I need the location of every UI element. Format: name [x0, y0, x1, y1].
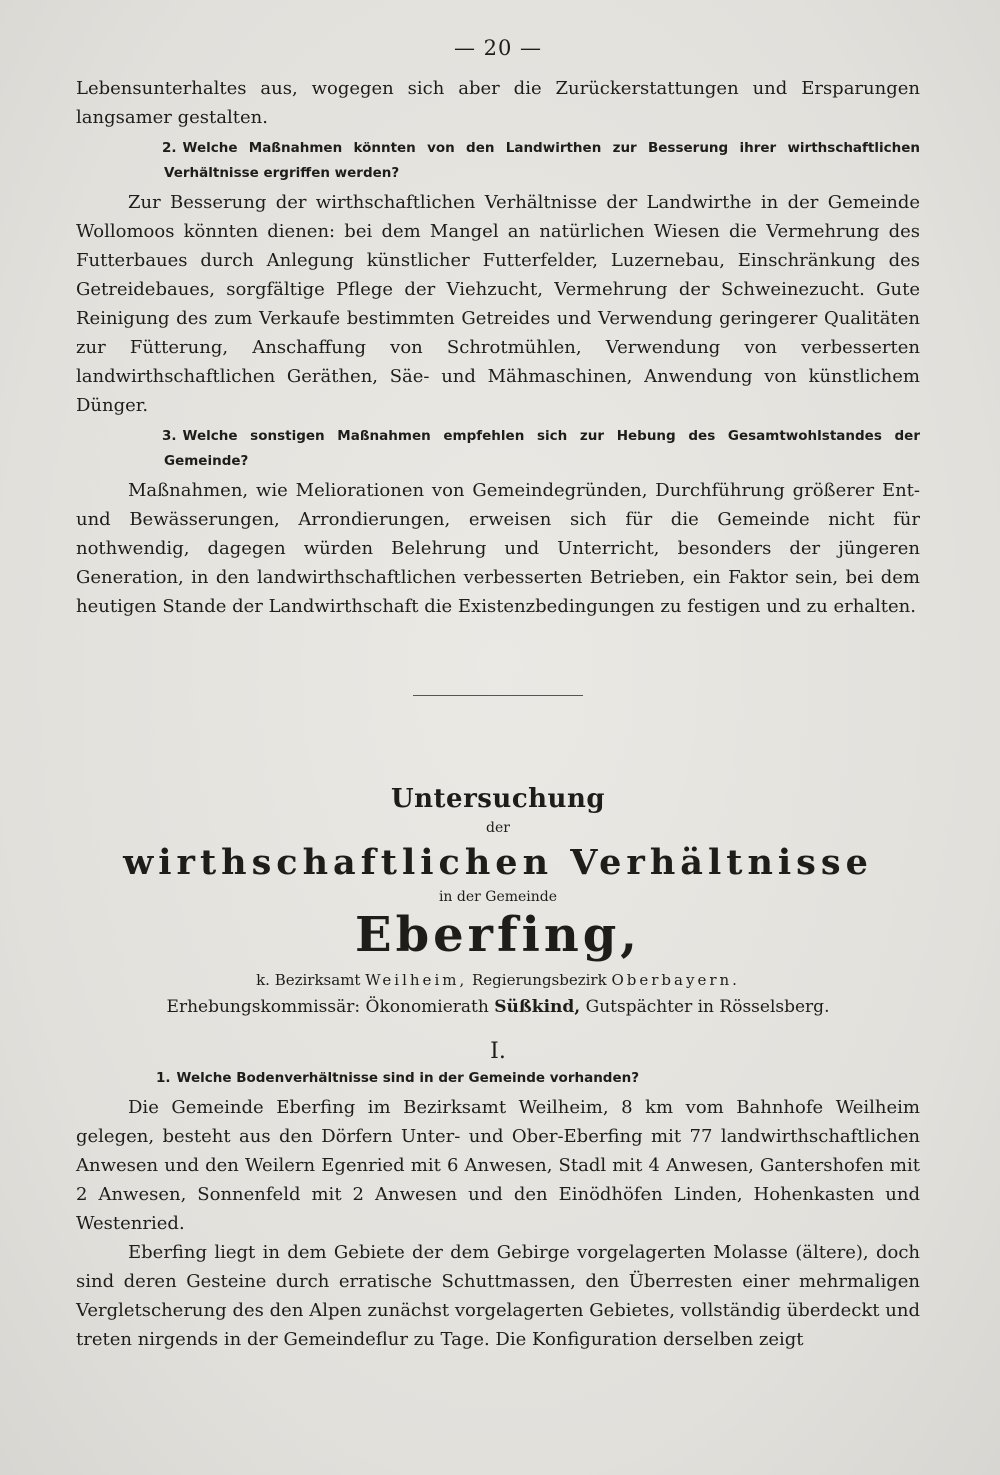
section-number: I. — [490, 1039, 506, 1064]
section-divider — [413, 695, 583, 696]
commissioner-line — [76, 997, 920, 1017]
heading-in-der-gemeinde: in der Gemeinde — [438, 889, 558, 905]
district-name: Weilheim, — [365, 971, 468, 989]
question-2-text: Welche Maßnahmen könnten von den Landwirthen zur Besserung ihrer wirthschaftlichen Verhältnisse ergriffen werden? — [164, 140, 920, 181]
heading-verhaeltnisse: wirthschaftlichen Verhältnisse — [123, 842, 873, 883]
answer-1-paragraph-1: Die Gemeinde Eberfing im Bezirksamt Weilheim, 8 km vom Bahnhofe Weilheim gelegen, besteht aus den Dörfern Unter- und Ober-Eberfing mit 77 landwirthschaftlichen Anwesen und den Weilern Egenried mit 6 Anwesen, Stadl mit 4 Anwesen, Gantershofen mit 2 Anwesen, Sonnenfeld mit 2 Anwesen und den Einödhöfen Linden, Hohenkasten und Westenried. — [76, 1097, 920, 1234]
question-2-number: 2. — [162, 140, 177, 156]
answer-3-paragraph: Maßnahmen, wie Meliorationen von Gemeindegründen, Durchführung größerer Ent- und Bewässerungen, Arrondierungen, erweisen sich für die Gemeinde nicht für nothwendig, dagegen würden Belehrung und Unterricht, besonders der jüngeren Generation, in den landwirthschaftlichen verbesserten Betrieben, ein Faktor sein, bei dem heutigen Stande der Landwirthschaft die Existenzbedingungen zu festigen und zu erhalten. — [76, 480, 920, 617]
question-3-number: 3. — [162, 428, 177, 444]
answer-2-paragraph: Zur Besserung der wirthschaftlichen Verhältnisse der Landwirthe in der Gemeinde Wollomoos könnten dienen: bei dem Mangel an natürlichen Wiesen die Vermehrung des Futterbaues durch Anlegung künstlicher Futterfelder, Luzernebau, Einschränkung des Getreidebaues, sorgfältige Pflege der Viehzucht, Vermehrung der Schweinezucht. Gute Reinigung des zum Verkaufe bestimmten Getreides und Verwendung geringerer Qualitäten zur Fütterung, Anschaffung von Schrotmühlen, Verwendung von verbesserten landwirthschaftlichen Geräthen, Säe- und Mähmaschinen, Anwendung von künstlichem Dünger. — [76, 192, 920, 416]
question-3 — [76, 424, 920, 474]
region-prefix: Regierungsbezirk — [472, 971, 607, 989]
commissioner-suffix: Gutspächter in Rösselsberg. — [585, 997, 830, 1017]
continuation-paragraph: Lebensunterhaltes aus, wogegen sich aber die Zurückerstattungen und Ersparungen langsamer gestalten. — [76, 78, 920, 128]
heading-untersuchung: Untersuchung — [390, 784, 606, 814]
answer-1-paragraph-2: Eberfing liegt in dem Gebiete der dem Gebirge vorgelagerten Molasse (ältere), doch sind deren Gesteine durch erratische Schuttmassen, den Überresten einer mehrmaligen Vergletscherung des den Alpen zunächst vorgelagerten Gebietes, vollständig überdeckt und treten nirgends in der Gemeindeflur zu Tage. Die Konfiguration derselben zeigt — [76, 1242, 920, 1350]
district-line — [76, 971, 920, 989]
commissioner-name: Süßkind, — [494, 997, 581, 1017]
question-1-text: Welche Bodenverhältnisse sind in der Gemeinde vorhanden? — [176, 1070, 640, 1086]
region-name: Oberbayern. — [611, 971, 740, 989]
question-1 — [76, 1066, 920, 1091]
question-3-text: Welche sonstigen Maßnahmen empfehlen sich zur Hebung des Gesamtwohlstandes der Gemeinde? — [164, 428, 920, 469]
commissioner-prefix: Erhebungskommissär: Ökonomierath — [166, 997, 489, 1017]
question-1-number: 1. — [156, 1070, 171, 1086]
district-prefix: k. Bezirksamt — [256, 971, 361, 989]
question-2 — [76, 136, 920, 186]
heading-der: der — [486, 820, 510, 836]
page-number: — 20 — — [453, 36, 543, 60]
heading-place-name: Eberfing, — [354, 907, 642, 963]
